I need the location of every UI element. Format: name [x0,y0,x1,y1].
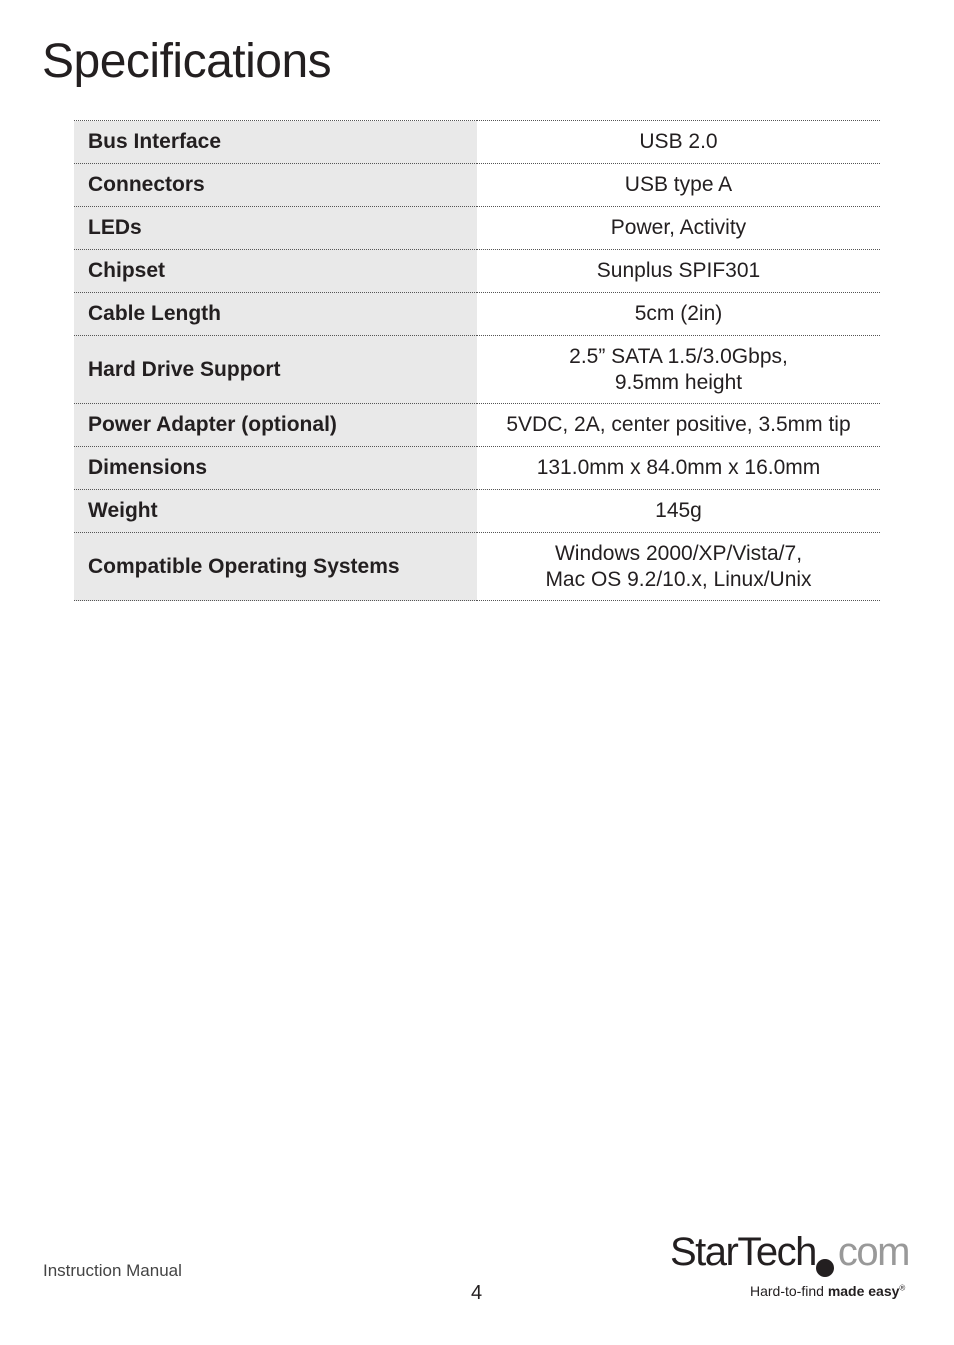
table-row [74,336,880,404]
spec-value: Windows 2000/XP/Vista/7, Mac OS 9.2/10.x, Linux/Unix [477,533,880,601]
table-row [74,293,880,336]
registered-mark: ® [899,1283,906,1293]
spec-value: USB 2.0 [477,121,880,164]
logo-suffix: com [837,1230,909,1274]
spec-label: Hard Drive Support [74,336,477,404]
table-row [74,404,880,447]
spec-label: Weight [74,490,477,533]
spec-label: Power Adapter (optional) [74,404,477,447]
spec-label: Chipset [74,250,477,293]
spec-value: Sunplus SPIF301 [477,250,880,293]
spec-value: Power, Activity [477,207,880,250]
spec-label: LEDs [74,207,477,250]
spec-value: 131.0mm x 84.0mm x 16.0mm [477,447,880,490]
startech-logo [670,1230,910,1305]
spec-label: Dimensions [74,447,477,490]
spec-value: 5cm (2in) [477,293,880,336]
table-row [74,250,880,293]
table-row [74,490,880,533]
spec-label: Bus Interface [74,121,477,164]
page-title: Specifications [42,35,332,88]
table-row [74,121,880,164]
spec-label: Compatible Operating Systems [74,533,477,601]
footer-document-label: Instruction Manual [43,1261,182,1280]
spec-value: 5VDC, 2A, center positive, 3.5mm tip [477,404,880,447]
table-row [74,533,880,601]
spec-value: USB type A [477,164,880,207]
spec-label: Connectors [74,164,477,207]
logo-wordmark [670,1230,909,1275]
tagline-bold: made easy [827,1283,900,1299]
spec-label: Cable Length [74,293,477,336]
tagline-regular: Hard-to-find [750,1283,828,1299]
spec-value: 145g [477,490,880,533]
table-row [74,447,880,490]
logo-brand: StarTech [670,1230,816,1274]
spec-value: 2.5” SATA 1.5/3.0Gbps, 9.5mm height [477,336,880,404]
table-row [74,164,880,207]
table-row [74,207,880,250]
logo-dot-icon [816,1259,834,1277]
specifications-table [74,120,880,601]
logo-tagline [750,1283,905,1299]
page-number: 4 [471,1282,483,1304]
